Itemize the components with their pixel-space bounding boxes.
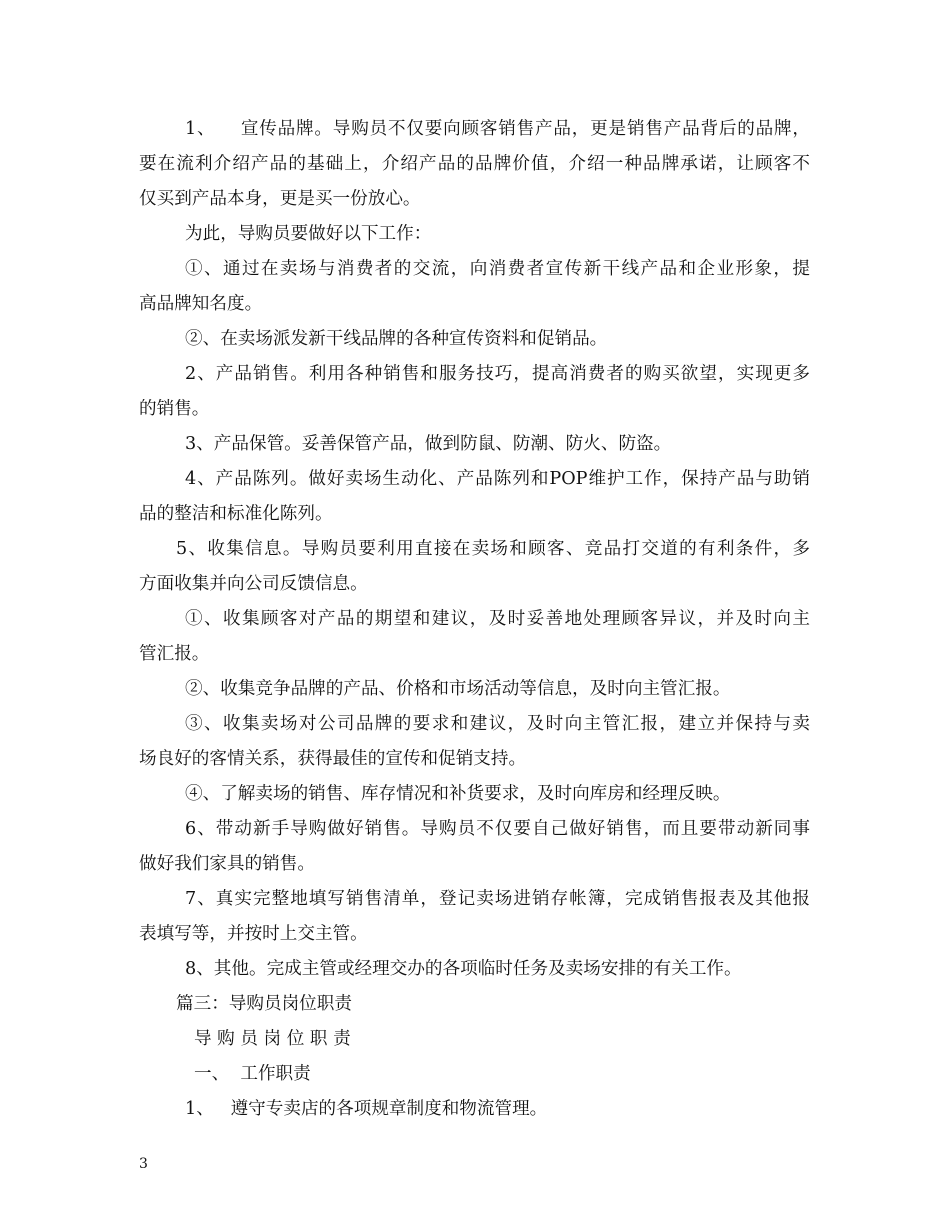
paragraph-line: 的销售。 [139,399,210,419]
paragraph-line: 要在流利介绍产品的基础上，介绍产品的品牌价值，介绍一种品牌承诺，让顾客不 [139,154,810,174]
paragraph-line: 场良好的客情关系，获得最佳的宣传和促销支持。 [139,749,527,769]
document-title: 导 购 员 岗 位 职 责 [194,1029,351,1049]
paragraph-line: 3、产品保管。妥善保管产品，做到防鼠、防潮、防火、防盗。 [185,434,672,454]
page-number: 3 [139,1156,148,1172]
subsection-heading: 一、 工作职责 [194,1064,311,1084]
paragraph-line: ②、在卖场派发新干线品牌的各种宣传资料和促销品。 [185,329,608,349]
paragraph-line: ②、收集竞争品牌的产品、价格和市场活动等信息，及时向主管汇报。 [185,679,731,699]
paragraph-line: 管汇报。 [139,644,210,664]
paragraph-line: 1、 宣传品牌。导购员不仅要向顾客销售产品，更是销售产品背后的品牌， [185,119,810,139]
paragraph-line: 表填写等，并按时上交主管。 [139,924,368,944]
paragraph-line: ④、了解卖场的销售、库存情况和补货要求，及时向库房和经理反映。 [185,784,731,804]
paragraph-line: ①、通过在卖场与消费者的交流，向消费者宣传新干线产品和企业形象，提 [185,259,810,279]
paragraph-line: 高品牌知名度。 [139,294,263,314]
paragraph-line: ①、收集顾客对产品的期望和建议，及时妥善地处理顾客异议，并及时向主 [185,609,810,629]
section-heading: 篇三：导购员岗位职责 [176,994,352,1014]
paragraph-line: 5、收集信息。导购员要利用直接在卖场和顾客、竞品打交道的有利条件，多 [176,539,810,559]
paragraph-line: 7、真实完整地填写销售清单，登记卖场进销存帐簿，完成销售报表及其他报 [185,889,810,909]
paragraph-line: 6、带动新手导购做好销售。导购员不仅要自己做好销售，而且要带动新同事 [185,819,810,839]
paragraph-line: 2、产品销售。利用各种销售和服务技巧，提高消费者的购买欲望，实现更多 [185,364,810,384]
paragraph-line: 方面收集并向公司反馈信息。 [139,574,368,594]
paragraph-line: ③、收集卖场对公司品牌的要求和建议，及时向主管汇报，建立并保持与卖 [185,714,810,734]
paragraph-line: 品的整洁和标准化陈列。 [139,504,333,524]
paragraph-line: 为此，导购员要做好以下工作： [185,224,432,244]
paragraph-line: 做好我们家具的销售。 [139,854,315,874]
paragraph-line: 4、产品陈列。做好卖场生动化、产品陈列和POP维护工作，保持产品与助销 [185,469,810,489]
paragraph-line: 8、其他。完成主管或经理交办的各项临时任务及卖场安排的有关工作。 [185,959,742,979]
paragraph-line: 仅买到产品本身，更是买一份放心。 [139,189,421,209]
paragraph-line: 1、 遵守专卖店的各项规章制度和物流管理。 [185,1099,548,1119]
